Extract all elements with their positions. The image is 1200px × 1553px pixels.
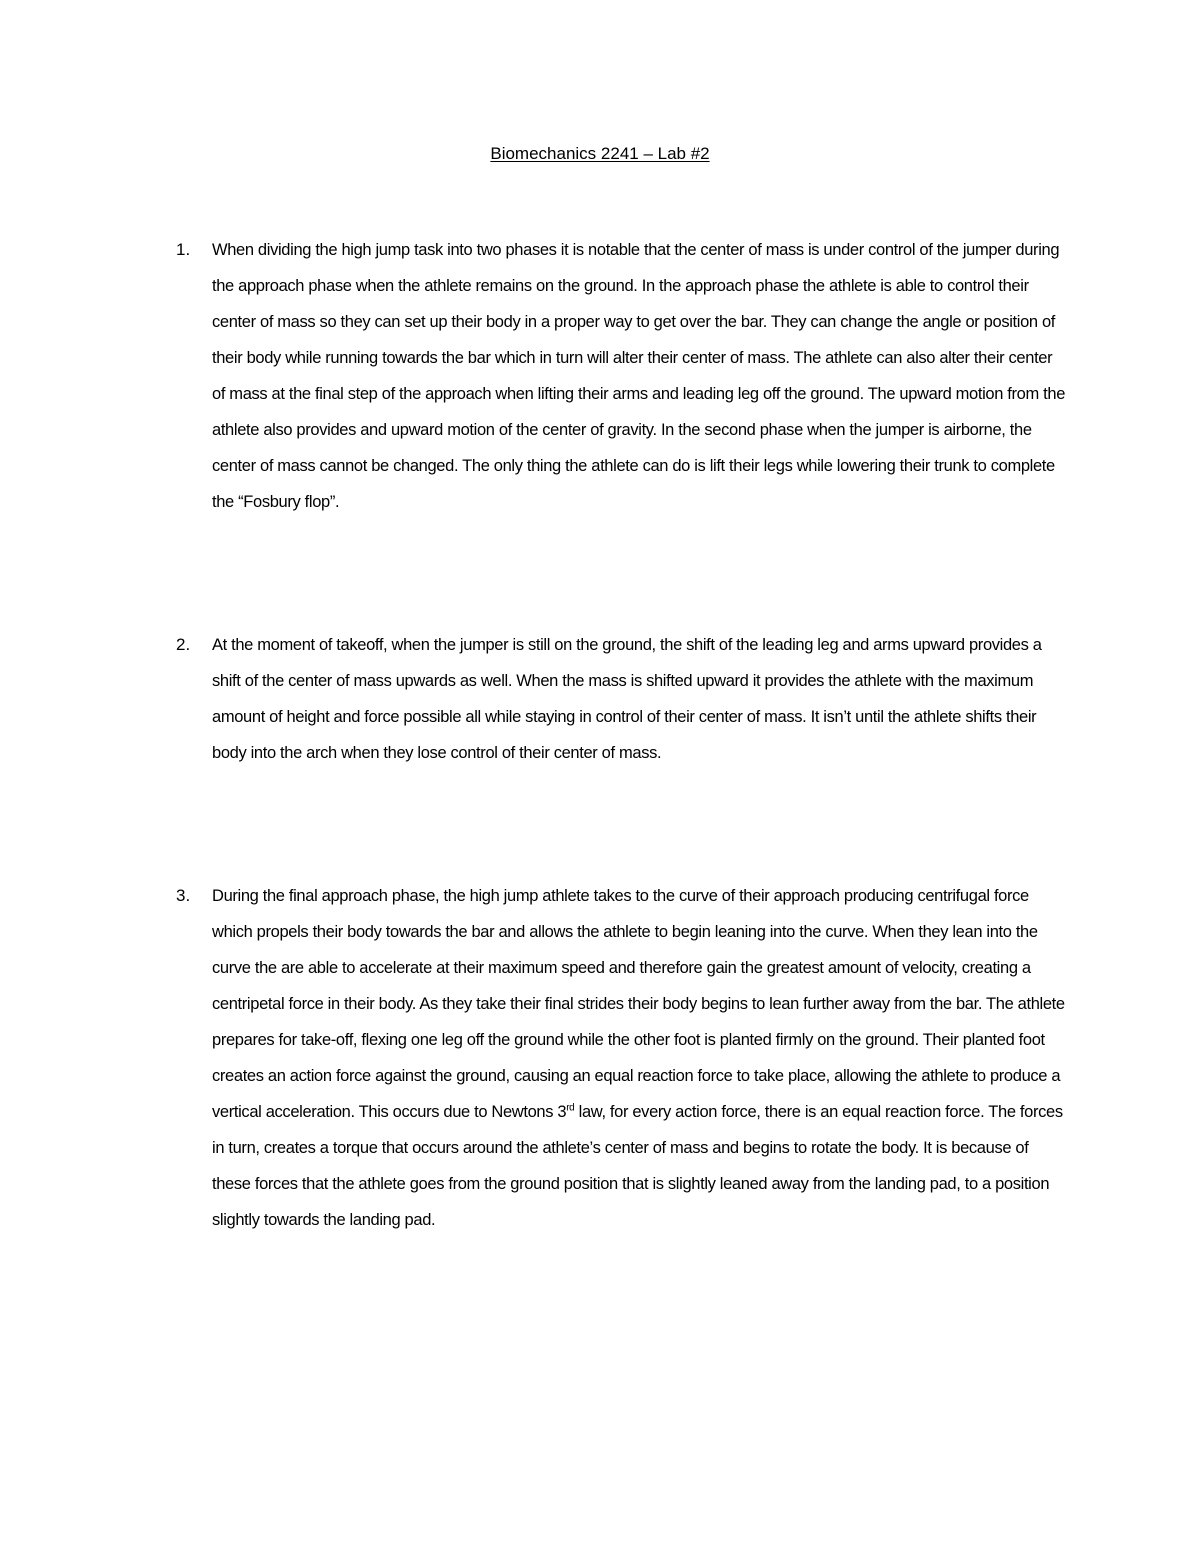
list-item-number: 3.	[176, 886, 191, 905]
list-item-number: 1.	[176, 240, 191, 259]
ordinal-superscript: rd	[566, 1102, 575, 1114]
list-item	[176, 627, 1066, 771]
list-item-text: When dividing the high jump task into two phases it is notable that the center of mass is under control of the jumper during the approach phase when the athlete remains on the ground. In the approach phase the athlete is able to control their center of mass so they can set up their body in a proper way to get over the bar. They can change the angle or position of their body while running towards the bar which in turn will alter their center of mass. The athlete can also alter their center of mass at the final step of the approach when lifting their arms and leading leg off the ground. The upward motion from the athlete also provides and upward motion of the center of gravity. In the second phase when the jumper is airborne, the center of mass cannot be changed. The only thing the athlete can do is lift their legs while lowering their trunk to complete the “Fosbury flop”.	[212, 241, 1066, 511]
list-item-text: At the moment of takeoff, when the jumper is still on the ground, the shift of the leading leg and arms upward provides a shift of the center of mass upwards as well. When the mass is shifted upward it provides the athlete with the maximum amount of height and force possible all while staying in control of their center of mass. It isn’t until the athlete shifts their body into the arch when they lose control of their center of mass.	[212, 636, 1042, 762]
text-after-superscript: law, for every action force, there is an equal reaction force. The forces in turn, creates a torque that occurs around the athlete’s center of mass and begins to rotate the body. It is because of these forces that the athlete goes from the ground position that is slightly leaned away from the landing pad, to a position slightly towards the landing pad.	[212, 1103, 1063, 1229]
list-item	[176, 878, 1066, 1238]
list-item-text	[212, 878, 1066, 1238]
text-before-superscript: During the final approach phase, the high jump athlete takes to the curve of their approach producing centrifugal force which propels their body towards the bar and allows the athlete to begin leaning into the curve. When they lean into the curve the are able to accelerate at their maximum speed and therefore gain the greatest amount of velocity, creating a centripetal force in their body. As they take their final strides their body begins to lean further away from the bar. The athlete prepares for take-off, flexing one leg off the ground while the other foot is planted firmly on the ground. Their planted foot creates an action force against the ground, causing an equal reaction force to take place, allowing the athlete to produce a vertical acceleration. This occurs due to Newtons 3	[212, 887, 1065, 1121]
document-title: Biomechanics 2241 – Lab #2	[490, 144, 710, 163]
list-item	[176, 232, 1066, 520]
list-item-number: 2.	[176, 635, 191, 654]
